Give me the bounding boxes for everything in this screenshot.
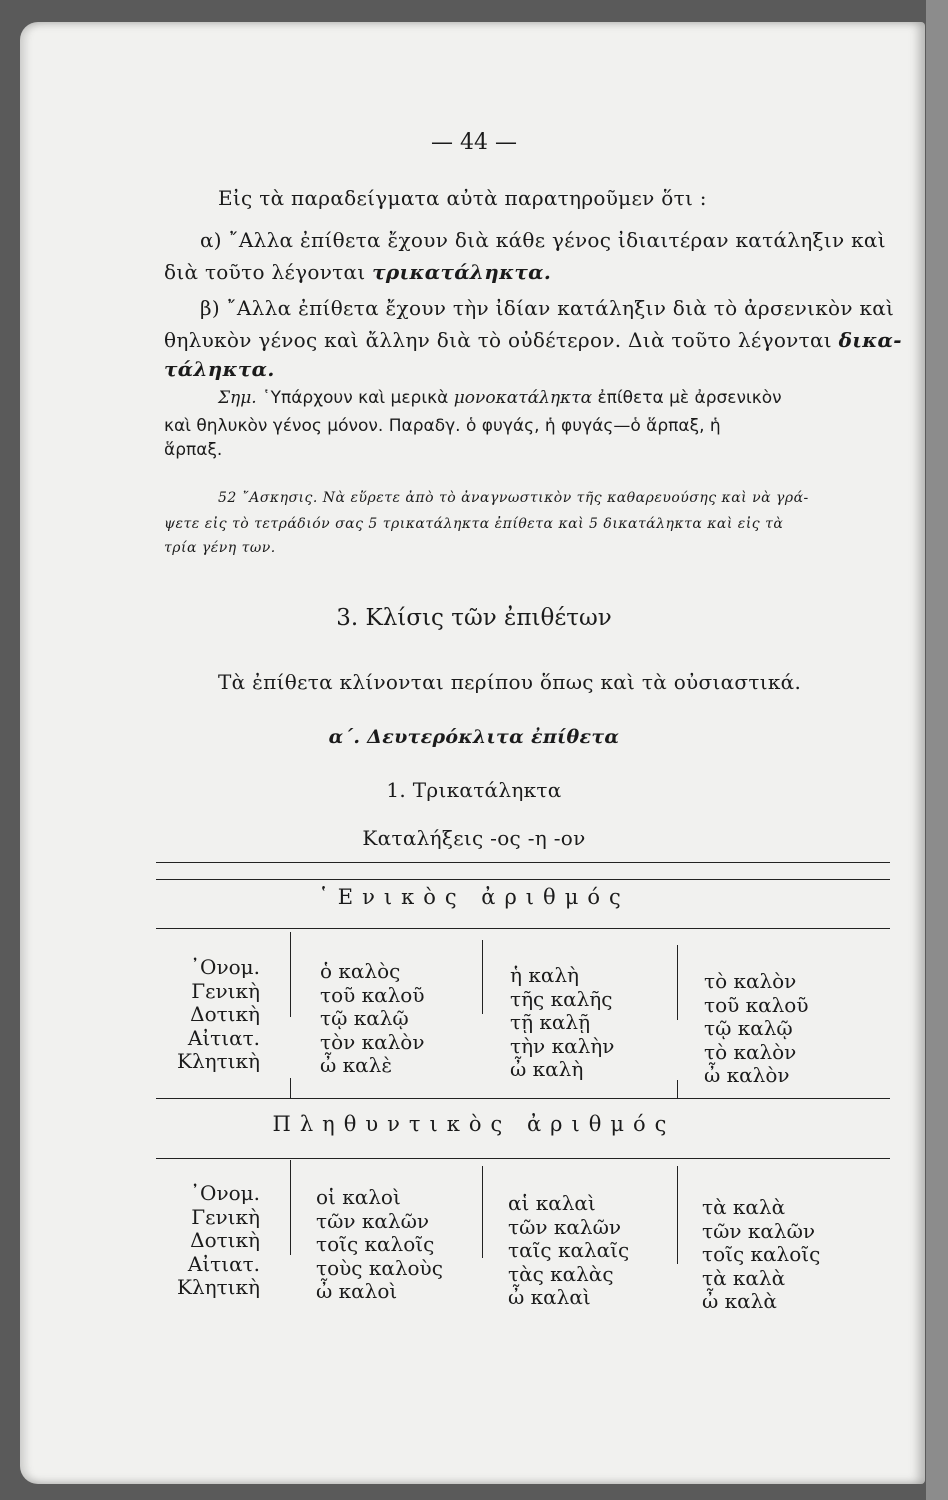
form-cell: τῇ καλῇ [510,1010,591,1034]
singular-neuter [704,970,809,1088]
case-label: ᾿Ονομ. [190,955,260,979]
singular-header: ῾Ενικὸς ἀριθμός [318,885,630,909]
form-cell: ὁ καλὸς [320,959,401,983]
form-cell: τῆς καλῆς [510,986,613,1011]
exercise-line3: τρία γένη των. [164,540,276,556]
form-cell: τὴν καλὴν [510,1033,615,1058]
book-spine-edge [926,0,948,1500]
case-label: Γενικὴ [191,978,260,1003]
table-rule-singular [156,928,890,929]
form-cell: τῷ καλῷ [704,1016,793,1040]
point-b-line1: β) ῎Αλλα ἐπίθετα ἔχουν τὴν ἰδίαν κατάληξιν διὰ τὸ ἀρσενικὸν καὶ [200,296,895,320]
form-cell: αἱ καλαὶ [508,1191,596,1215]
exercise-line1: 52 ῎Ασκησις. Νὰ εὕρετε ἀπὸ τὸ ἀναγνωστικὸν τῆς καθαρευούσης καὶ νὰ γρά- [218,490,809,506]
point-a-text: διὰ τοῦτο λέγονται [164,260,366,284]
col-divider-2 [482,940,483,1014]
case-label: Δοτικὴ [190,1002,260,1026]
intro-line: Εἰς τὰ παραδείγματα αὐτὰ παρατηροῦμεν ὅτι : [218,186,707,210]
form-cell: τῶν καλῶν [702,1218,816,1243]
plural-col-divider-1 [290,1160,291,1255]
case-label: Αἰτιατ. [187,1251,260,1276]
point-b-term-a: δικα- [838,328,902,352]
plural-col-divider-3 [677,1166,678,1264]
col-divider-1 [290,932,291,1017]
plural-masculine [316,1186,443,1304]
note-text-pre: ῾Υπάρχουν καὶ μερικὰ [262,388,449,408]
singular-feminine [510,964,614,1082]
form-cell: ὦ καλὲ [320,1053,393,1077]
point-b-text: θηλυκὸν γένος καὶ ἄλλην διὰ τὸ οὐδέτερον. Διὰ τοῦτο λέγονται [164,328,832,352]
form-cell: τὸν καλὸν [320,1029,425,1054]
case-label: Αἰτιατ. [187,1025,260,1050]
form-cell: ἡ καλὴ [510,963,580,987]
form-cell: τοὺς καλοὺς [316,1255,443,1280]
note-line3: ἅρπαξ. [164,440,223,460]
col-divider-1-end [290,1078,291,1098]
plural-cases [160,1182,260,1300]
case-label: ᾿Ονομ. [190,1181,260,1205]
case-label: Δοτικὴ [190,1228,260,1252]
section-title: 3. Κλίσις τῶν ἐπιθέτων [336,605,612,631]
page-number: — 44 — [431,130,517,155]
point-b-term-b: τάληκτα. [164,357,275,381]
subsubsection-title: 1. Τρικατάληκτα [386,778,562,802]
plural-neuter [702,1196,820,1314]
col-divider-3 [677,945,678,1020]
note-text-post: ἐπίθετα μὲ ἀρσενικὸν [597,388,782,408]
form-cell: τὰς καλὰς [508,1261,614,1286]
plural-header: Πληθυντικὸς ἀριθμός [272,1112,676,1136]
form-cell: ταῖς καλαῖς [508,1238,630,1262]
case-label: Κλητικὴ [177,1275,260,1299]
note-label: Σημ. [218,388,257,408]
note-line2: καὶ θηλυκὸν γένος μόνον. Παραδγ. ὁ φυγάς, ἡ φυγάς—ὁ ἅρπαξ, ἡ [164,416,721,436]
form-cell: τοῦ καλοῦ [320,982,425,1007]
form-cell: τῶν καλῶν [316,1208,430,1233]
note-line1 [218,388,782,408]
section-intro: Τὰ ἐπίθετα κλίνονται περίπου ὅπως καὶ τὰ οὐσιαστικά. [218,670,802,694]
form-cell: τὰ καλὰ [702,1195,786,1219]
form-cell: ὦ καλαὶ [508,1285,591,1309]
form-cell: τὸ καλὸν [704,969,797,993]
form-cell: τοῖς καλοῖς [316,1232,435,1256]
form-cell: τοῖς καλοῖς [702,1242,821,1266]
note-term: μονοκατάληκτα [453,388,593,408]
singular-masculine [320,960,425,1078]
form-cell: ὦ καλὰ [702,1289,777,1313]
form-cell: ὦ καλὴ [510,1057,584,1081]
form-cell: τοῦ καλοῦ [704,992,809,1017]
form-cell: ὦ καλοὶ [316,1279,398,1303]
form-cell: ὦ καλὸν [704,1063,790,1087]
case-label: Γενικὴ [191,1204,260,1229]
table-rule-top2 [156,879,890,880]
form-cell: οἱ καλοὶ [316,1185,401,1209]
point-a-term: τρικατάληκτα. [372,260,552,284]
endings-line: Καταλήξεις -ος -η -ον [362,826,586,850]
exercise-line2: ψετε εἰς τὸ τετράδιόν σας 5 τρικατάληκτα ἐπίθετα καὶ 5 δικατάληκτα καὶ εἰς τὰ [164,516,784,532]
plural-col-divider-2 [482,1166,483,1258]
point-a-line2 [164,260,551,284]
table-rule-top [156,862,890,863]
case-label: Κλητικὴ [177,1049,260,1073]
form-cell: τὸ καλὸν [704,1039,797,1064]
singular-cases [160,956,260,1074]
form-cell: τὰ καλὰ [702,1265,786,1290]
table-rule-plural [156,1158,890,1159]
point-b-line2 [164,328,902,352]
form-cell: τῶν καλῶν [508,1214,622,1239]
point-a-line1: α) ῎Αλλα ἐπίθετα ἔχουν διὰ κάθε γένος ἰδιαιτέραν κατάληξιν καὶ [200,228,886,252]
col-divider-3-end [677,1080,678,1098]
subsection-title: α΄. Δευτερόκλιτα ἐπίθετα [328,726,620,748]
plural-feminine [508,1192,629,1310]
table-rule-middle [156,1098,890,1099]
form-cell: τῷ καλῷ [320,1006,409,1030]
